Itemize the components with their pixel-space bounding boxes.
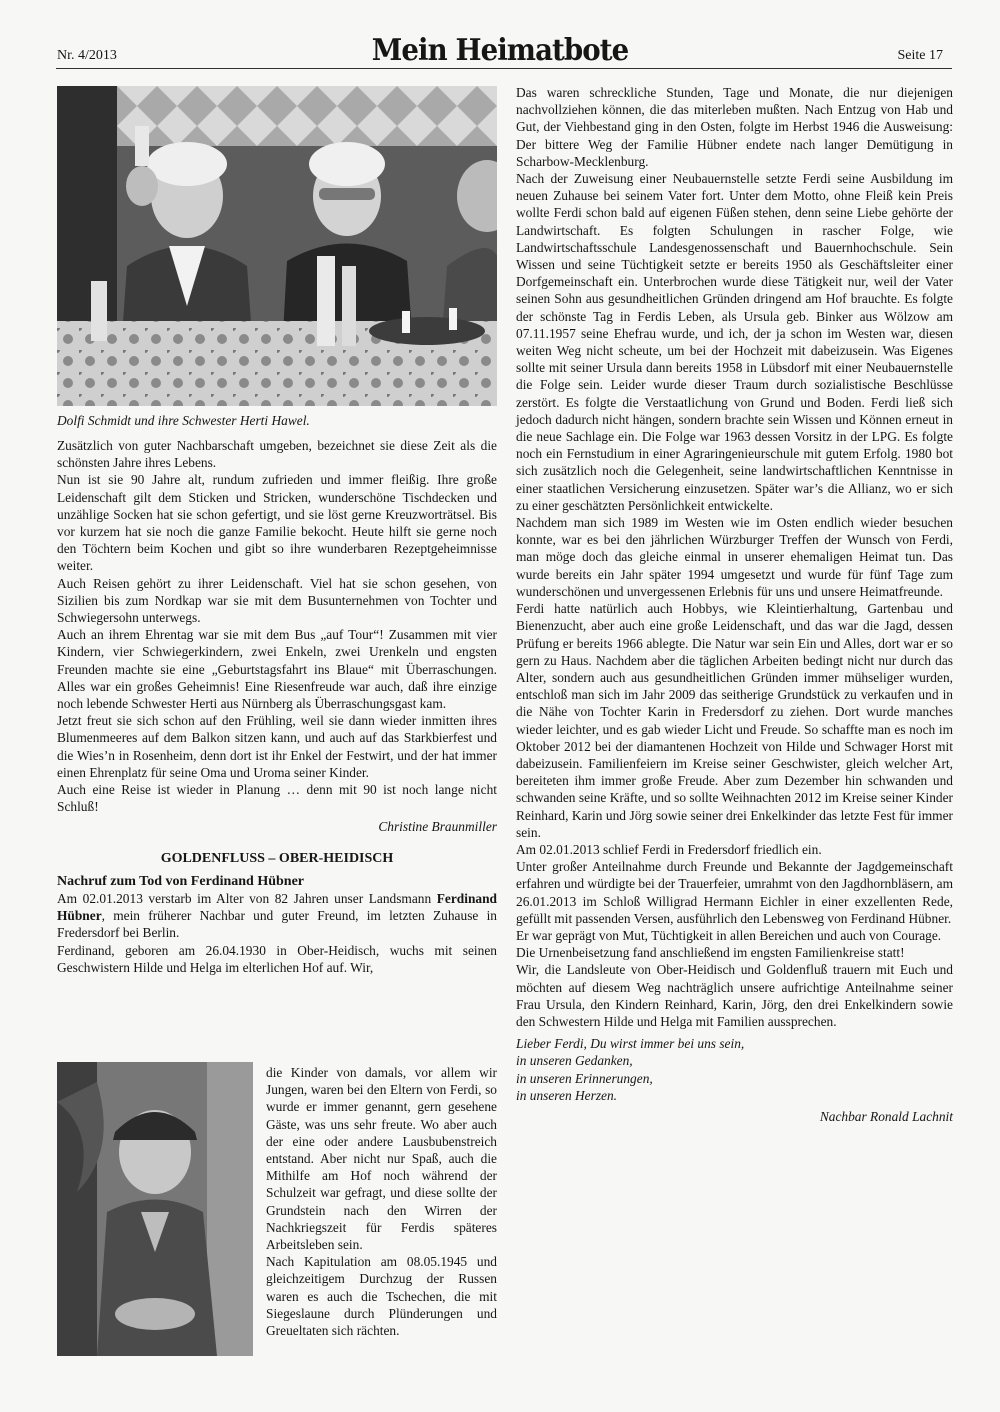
obituary-paragraph: Unter großer Anteilnahme durch Freunde und Bekannte der Jagdgemeinschaft erfahren und würdigte bei der Trauerfeier, umrahmt von den Jagdhornbläsern, am 26.01.2013 im Schloß Willigrad Hermann Eichler in einer exzellenten Rede, gefüllt mit passenden Versen, ausführlich den Lebensweg von Ferdinand Hübner. [516, 859, 953, 926]
poem-line: in unseren Erinnerungen, [516, 1070, 653, 1086]
article-paragraph: Auch an ihrem Ehrentag war sie mit dem Bus „auf Tour“! Zusammen mit vier Kindern, vier Schwiegerkindern, zwei Enkeln, zwei Urenkeln und engsten Freunden machte sie eine „Geburtstagsfahrt ins Blaue“ mit Überraschungen. Alles war ein großes Geheimnis! Eine Riesenfreude war auch, daß ihre einzige noch lebende Schwester Herti aus Nürnberg als Überraschungsgast kam. [57, 627, 497, 712]
obituary-paragraph: Er war geprägt von Mut, Tüchtigkeit in allen Bereichen und auch von Courage. [516, 927, 942, 943]
right-column [516, 84, 953, 1125]
obituary-paragraph: Nach Kapitulation am 08.05.1945 und gleichzeitigem Durchzug der Russen waren es auch die Tschechen, die mit Siegeslaune durch Plünderungen und Greueltaten sich rächten. [266, 1254, 497, 1339]
obituary-author: Nachbar Ronald Lachnit [819, 1108, 953, 1124]
obituary-paragraph: Ferdinand, geboren am 26.04.1930 in Ober-Heidisch, wuchs mit seinen Geschwistern Hilde und Helga im elterlichen Hof auf. Wir, [57, 942, 497, 975]
poem-line: in unseren Herzen. [516, 1087, 618, 1103]
deceased-name: Ferdinand Hübner [57, 891, 497, 924]
farewell-poem [516, 1035, 953, 1104]
article-paragraph: Auch eine Reise ist wieder in Planung … denn mit 90 ist noch lange nicht Schluß! [57, 782, 497, 815]
left-article [57, 437, 497, 976]
obituary-intro: Am 02.01.2013 verstarb im Alter von 82 Jahren unser Landsmann Ferdinand Hübner, mein früherer Nachbar und guter Freund, im letzten Zuhause in Fredersdorf bei Berlin. [57, 891, 497, 941]
obituary-paragraph: Ferdi hatte natürlich auch Hobbys, wie Kleintierhaltung, Gartenbau und Bienenzucht, aber auch eine große Leidenschaft, und das war die Jagd, dessen Prüfung er bereits 1966 ablegte. Die Natur war sein Ein und Alles, dort war er so gern zu Haus. Nachdem aber die täglichen Arbeiten bedingt nicht nur durch das Alter, sondern auch aus gesundheitlichen Gründen immer mühseliger wurden, entschloß man sich im Jahr 2009 das seitherige Grundstück zu verkaufen und in die Nähe von Tochter Karin in Fredersdorf zu ziehen. Dort wurde manches wieder leichter, und es gab wieder Licht und Freude. So schaffte man es noch im Oktober 2012 bei der diamantenen Hochzeit von Hilde und Schwager Horst mit dabeizusein. Familienfeiern im Kreise seiner Geschwister, gleich welcher Art, bereiteten ihm immer große Freude. Aber zum Dezember hin schwanden und schwanden seine Kräfte, und so sollte Weihnachten 2012 im Kreise seiner Kinder Reinhard, Karin und Jörg sowie seiner drei Enkelkinder das letzte Fest für immer sein. [516, 601, 953, 840]
obituary-paragraph: die Kinder von damals, vor allem wir Jungen, waren bei den Eltern von Ferdi, so wurde er immer genannt, gern gesehene Gäste, was uns sehr freute. Wo aber auch der eine oder andere Lausbubenstreich entstand. Aber nicht nur Spaß, auch die Mithilfe am Hof noch während der Schulzeit war gefragt, und diese sollte der Grundstein nach den Wirren der Nachkriegszeit für Ferdis späteres Arbeitsleben sein. [266, 1065, 497, 1253]
photo-ferdinand-huebner [57, 1062, 253, 1356]
obituary-paragraph: Wir, die Landsleute von Ober-Heidisch und Goldenfluß trauern mit Euch und möchten auf diesem Weg nachträglich unsere aufrichtige Anteilnahme seiner Frau Ursula, den Kindern Reinhard, Karin, Jörg, den drei Enkelkindern sowie den Schwestern Hilde und Helga mit Familien aussprechen. [516, 962, 953, 1029]
issue-number: Nr. 4/2013 [57, 48, 117, 63]
article-author: Christine Braunmiller [378, 819, 497, 835]
section-title: GOLDENFLUSS – OBER-HEIDISCH [160, 850, 394, 866]
obituary-title: Nachruf zum Tod von Ferdinand Hübner [57, 873, 304, 889]
obituary-paragraph: Nach der Zuweisung einer Neubauernstelle setzte Ferdi seine Ausbildung im neuen Zuhause bei seinem Vater fort. Unter dem Motto, ohne Fleiß kein Preis wollte Ferdi schon bald auf eigenen Füßen stehen, denn seine Liebe gehörte der Landwirtschaft. Es folgten Schulungen in rascher Folge, wie Landwirtschaftsschule Landesgenossenschaft und Bauernhochschule. Sein Wissen und seine Tüchtigkeit setzte er bereits 1950 als Geschäftsleiter einer Dorfgemeinschaft ein. Unterbrochen wurde diese Tätigkeit nur, weil der Vater seinen Sohn aus gesundheitlichen Gründen dringend am Hof brauchte. Es folgte der schönste Tag in Ferdis Leben, als Ursula geb. Binker aus Wölzow am 07.11.1957 seine Ehefrau wurde, und ich, der ja schon im Westen war, diesen weiten Weg nicht scheute, um bei der Hochzeit mit dabeizusein. Was Eigenes sollte mit seiner Ursula dann bereits 1958 in Lübsdorf mit einer Neubauernstelle die Folge sein. Leider wurde dieser Traum durch sozialistische Beschlüsse zerstört. Es folgte die Verstaatlichung von Grund und Boden. Ferdi ließ sich jedoch dadurch nicht hängen, sondern brachte sein Wissen und Können erneut in die neue Sachlage ein. Die Folge war 1963 dessen Vorsitz in der LPG. Es folgte noch ein Fernstudium in einer Agraringenieurschule mit gutem Erfolg. 1980 bot sich zusätzlich noch die Gelegenheit, seine landwirtschaftlichen Kenntnisse in einer staatlichen Versicherung einzusetzen. Später war’s die Allianz, wo er sich zu einer geschätzten Persönlichkeit entwickelte. [516, 171, 953, 513]
obituary-paragraph: Nachdem man sich 1989 im Westen wie im Osten endlich wieder besuchen konnte, war es bei den jährlichen Würzburger Treffen der Wunsch von Ferdi, man möge doch das gleiche einmal in unserer ehemaligen Heimat tun. Das wurde bereits ein Jahr später 1994 umgesetzt und wurde für fünf Tage zum wunderschönen und unvergessenen Erlebnis für uns und unsere Heimatfreunde. [516, 515, 953, 599]
poem-line: in unseren Gedanken, [516, 1053, 633, 1069]
newspaper-logo: Mein Heimatbote [371, 33, 629, 68]
header-rule [56, 68, 952, 69]
photo-two-women-celebrating [57, 86, 497, 406]
article-paragraph: Auch Reisen gehört zu ihrer Leidenschaft. Viel hat sie schon gesehen, von Sizilien bis zum Nordkap war sie mit dem Busunternehmen von Tochter und Schwiegersohn unterwegs. [57, 575, 497, 626]
poem-line: Lieber Ferdi, Du wirst immer bei uns sein, [516, 1036, 745, 1052]
obituary-float-text [266, 1064, 497, 1339]
obituary-paragraph: Die Urnenbeisetzung fand anschließend im engsten Familienkreise statt! [516, 945, 905, 961]
article-paragraph: Nun ist sie 90 Jahre alt, rundum zufrieden und immer fleißig. Ihre große Leidenschaft gilt dem Sticken und Stricken, wunderschöne Tischdecken und unzählige Socken hat sie schon gefertigt, und sie löst gerne Kreuzworträtsel. Bis vor kurzem hat sie noch die ganze Familie bekocht. Heute hilft sie gerne noch den Töchtern beim Kochen und gibt so ihre wunderbaren Rezeptgeheimnisse weiter. [57, 472, 497, 574]
obituary-paragraph: Das waren schreckliche Stunden, Tage und Monate, die nur diejenigen nachvollziehen können, die das miterleben mußten. Nach Entzug von Hab und Gut, der Viehbestand ging in den Osten, folgte im Herbst 1946 die Ausweisung: Der bittere Weg der Familie Hübner endete nach langer Demütigung in Scharbow-Mecklenburg. [516, 85, 953, 169]
obituary-paragraph: Am 02.01.2013 schlief Ferdi in Fredersdorf friedlich ein. [516, 841, 822, 857]
page-number: Seite 17 [897, 48, 943, 63]
article-paragraph: Jetzt freut sie sich schon auf den Frühling, weil sie dann wieder inmitten ihres Blumenmeeres auf dem Balkon sitzen kann, und auch auf das Starkbierfest und die Wies’n in Rosenheim, denn dort ist ihr Enkel der Festwirt, und der hat immer einen Ehrenplatz für seine Oma und Uroma seiner Kinder. [57, 713, 497, 780]
photo-caption: Dolfi Schmidt und ihre Schwester Herti Hawel. [57, 413, 310, 428]
article-paragraph: Zusätzlich von guter Nachbarschaft umgeben, bezeichnet sie diese Zeit als die schönsten Jahre ihres Lebens. [57, 438, 497, 471]
